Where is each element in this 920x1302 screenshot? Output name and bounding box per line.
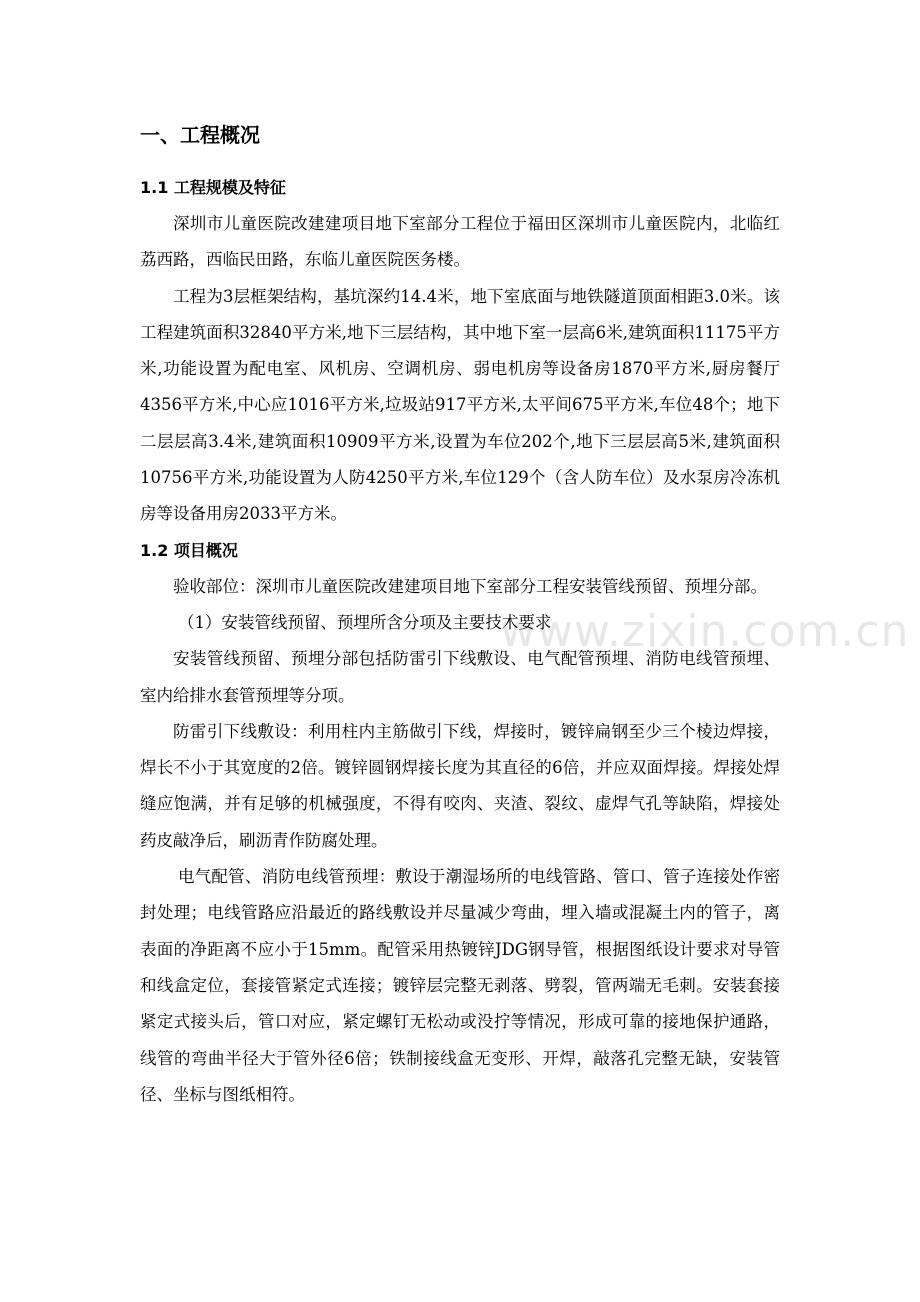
paragraph-conduit-embedding: 电气配管、消防电线管预埋：敷设于潮湿场所的电线管路、管口、管子连接处作密封处理；电线管路应沿最近的路线敷设并尽量减少弯曲，埋入墙或混凝土内的管子，离表面的净距离不应小于15mm。配管采用热镀锌JDG钢导管，根据图纸设计要求对导管和线盒定位，套接管紧定式连接；镀锌层完整无剥落、劈裂，管两端无毛刺。安装套接紧定式接头后，管口对应，紧定螺钉无松动或没拧等情况，形成可靠的接地保护通路，线管的弯曲半径大于管外径6倍；铁制接线盒无变形、开焊，敲落孔完整无缺，安装管径、坐标与图纸相符。: [140, 867, 780, 1104]
chapter-heading: 一、工程概况: [140, 123, 260, 147]
paragraph-subitems: 安装管线预留、预埋分部包括防雷引下线敷设、电气配管预埋、消防电线管预埋、室内给排水套管预埋等分项。: [140, 649, 780, 705]
section-heading-1-2: 1.2 项目概况: [140, 540, 238, 560]
paragraph-acceptance-scope: 验收部位：深圳市儿童医院改建建项目地下室部分工程安装管线预留、预埋分部。: [173, 576, 767, 596]
paragraph-lightning-downconductor: 防雷引下线敷设：利用柱内主筋做引下线，焊接时，镀锌扁钢至少三个棱边焊接，焊长不小于其宽度的2倍。镀锌圆钢焊接长度为其直径的6倍，并应双面焊接。焊接处焊缝应饱满，并有足够的机械强度，不得有咬肉、夹渣、裂纹、虚焊气孔等缺陷，焊接处药皮敲净后，刷沥青作防腐处理。: [140, 721, 780, 850]
document-body: [140, 118, 780, 1113]
watermark: www.zixin.com.cn: [500, 606, 910, 657]
paragraph-structure: 工程为3层框架结构，基坑深约14.4米，地下室底面与地铁隧道顶面相距3.0米。该工程建筑面积32840平方米,地下三层结构，其中地下室一层高6米,建筑面积11175平方米,功能设置为配电室、风机房、空调机房、弱电机房等设备房1870平方米,厨房餐厅4356平方米,中心应1016平方米,垃圾站917平方米,太平间675平方米,车位48个；地下二层层高3.4米,建筑面积10909平方米,设置为车位202个,地下三层层高5米,建筑面积10756平方米,功能设置为人防4250平方米,车位129个（含人防车位）及水泵房冷冻机房等设备用房2033平方米。: [140, 286, 780, 524]
paragraph-location: 深圳市儿童医院改建建项目地下室部分工程位于福田区深圳市儿童医院内，北临红荔西路，西临民田路，东临儿童医院医务楼。: [140, 214, 780, 270]
subsection-heading: （1）安装管线预留、预埋所含分项及主要技术要求: [177, 612, 552, 632]
section-heading-1-1: 1.1 工程规模及特征: [140, 178, 286, 197]
